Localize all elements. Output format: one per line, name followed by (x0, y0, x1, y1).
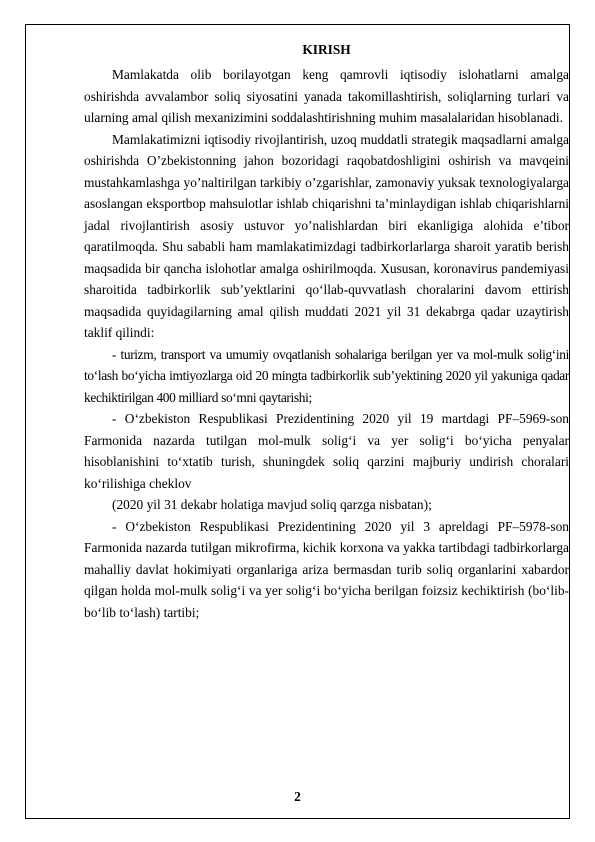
paragraph-strategy: Mamlakatimizni iqtisodiy rivojlantirish, uzoq muddatli strategik maqsadlarni amalga oshirishda O’zbekistonning jahon bozoridagi raqobatdoshligini oshirish va mavqeini mustahkamlashga yo’naltirilgan tarkibiy o’zgarishlar, zamonaviy yuksak texnologiyalarga asoslangan eksportbop mahsulotlar ishlab chiqarishni ta’minlaydigan ishlab chiqarishlarni jadal rivojlantirish asosiy ustuvor yo’nalishlardan biri ekanligiga alohida e’tibor qaratilmoqda. Shu sababli ham mamlakatimizdagi tadbirkorlarlarga sharoit yaratib berish maqsadida bir qancha islohotlar amalga oshirilmoqda. Xususan, koronavirus pandemiyasi sharoitida tadbirkorlik sub’yektlarini qo‘llab-quvvatlash choralarini davom ettirish maqsadida quyidagilarning amal qilish muddati 2021 yil 31 dekabrga qadar uzaytirish taklif qilindi: (84, 131, 569, 340)
paragraph-intro: Mamlakatda olib borilayotgan keng qamrovli iqtisodiy islohatlarni amalga oshirishda avvalambor soliq siyosatini yanada takomillashtirish, soliqlarning turlari va ularning amal qilish mexanizimini soddalashtirishning muhim masalalaridan hisoblanadi. (84, 67, 569, 125)
document-body (84, 40, 569, 623)
paragraph-tourism-measure: - turizm, transport va umumiy ovqatlanish sohalariga berilgan yer va mol-mulk solig‘ini to‘lash bo‘yicha imtiyozlarga oid 20 mingta tadbirkorlik sub’yektining 2020 yil yakuniga qadar kechiktirilgan 400 milliard so‘mni qaytarishi; (84, 346, 569, 405)
paragraph-tax-debt-note: (2020 yil 31 dekabr holatiga mavjud soliq qarzga nisbatan); (112, 497, 432, 512)
paragraph-decree-5978: - O‘zbekiston Respublikasi Prezidentining 2020 yil 3 apreldagi PF–5978-son Farmonida nazarda tutilgan mikrofirma, kichik korxona va yakka tartibdagi tadbirkorlarga mahalliy davlat hokimiyati organlariga ariza bermasdan turib soliq organlarini xabardor qilgan holda mol-mulk solig‘i va yer solig‘i bo‘yicha berilgan foizsiz kechiktirish (bo‘lib-bo‘lib to‘lash) tartibi; (84, 518, 569, 620)
page-number: 2 (294, 789, 301, 804)
paragraph-decree-5969: - O‘zbekiston Respublikasi Prezidentining 2020 yil 19 martdagi PF–5969-son Farmonida nazarda tutilgan mol-mulk solig‘i va yer solig‘i bo‘yicha penyalar hisoblanishini to‘xtatib turish, shuningdek soliq qarzini majburiy undirish choralari ko‘rilishiga cheklov (84, 411, 569, 491)
section-title: KIRISH (302, 42, 351, 57)
